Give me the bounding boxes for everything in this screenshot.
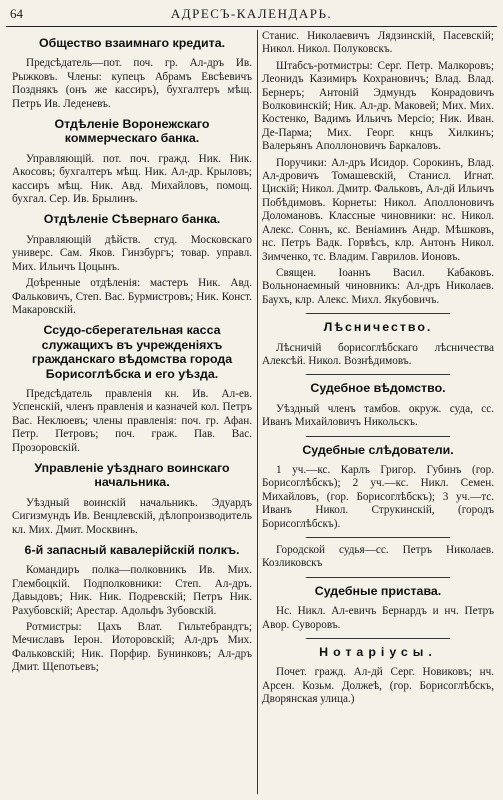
section-heading: 6-й запасный кавалерійскій полкъ.: [24, 543, 240, 557]
section-heading: Судебное вѣдомство.: [310, 381, 446, 396]
entry-paragraph: Уѣздный воинскій начальникъ. Эдуардъ Сигизмундъ Ив. Венцлевскій, дѣлопроизводитель кл. Мих. Дмит. Москвинъ.: [12, 496, 252, 536]
entry-paragraph: Управляющій дѣйств. студ. Московскаго универс. Сам. Яков. Гинзбургъ; товар. управл. Мих. Ильичъ Цоцынъ.: [12, 233, 252, 273]
section-heading: Ссудо-сберегательная касса служащихъ въ учрежденіяхъ гражданскаго вѣдомства города Борисоглѣбска и его уѣзда.: [31, 323, 233, 381]
entry-paragraph: Ротмистры: Цахъ Влат. Гильтебрандтъ; Мечиславъ Іерон. Иоторовскій; Ал-дръ Мих. Фальковскій; Ник. Порфир. Бунинковъ; Ал-дръ Дмит. Щепотьевъ;: [12, 621, 252, 674]
section-separator: [306, 436, 450, 437]
page-number: 64: [10, 6, 23, 21]
section-separator: [306, 638, 450, 639]
entry-paragraph: Почет. гражд. Ал-дй Серг. Новиковъ; нч. Арсен. Козьм. Должеѣ, (гор. Борисоглѣбскъ, Дворянская улица.): [262, 666, 494, 706]
section-heading: Управленіе уѣзднаго воинскаго начальника.: [34, 460, 230, 490]
section-heading: Лѣсничество.: [323, 320, 433, 335]
entry-paragraph: Предсѣдатель правленія кн. Ив. Ал-ев. Успенскій, членъ правленія и казначей кол. Петръ Вас. Неклюевъ; члены правленія: поч. гр. Афан. Петр. Петровъ; поч. граж. Пав. Вас. Прозоровскій.: [12, 387, 252, 454]
section-heading: Судебные пристава.: [314, 583, 442, 598]
right-column: [262, 30, 494, 796]
section-separator: [306, 537, 450, 538]
page-header: [6, 2, 497, 27]
running-title: АДРЕСЪ-КАЛЕНДАРЬ.: [170, 6, 333, 21]
entry-paragraph: 1 уч.—кс. Карлъ Григор. Губинъ (гор. Борисоглѣбскъ); 2 уч.—кс. Никл. Семен. Михайловъ, (гор. Борисоглѣбскъ); 3 уч.—тс. Иванъ Никол. Струкинскій, (городъ Борисоглѣбскъ).: [262, 463, 494, 530]
entry-paragraph: Станис. Николаевичъ Лядзинскій, Пасевскій; Никол. Никол. Полуковскъ.: [262, 30, 494, 56]
entry-paragraph: Нс. Никл. Ал-евичъ Бернардъ и нч. Петръ Авор. Суворовъ.: [262, 605, 494, 631]
left-column: [12, 30, 252, 796]
entry-paragraph: Священ. Іоаннъ Васил. Кабаковъ. Вольнонаемный чиновникъ: Ал-дръ Николаев. Баухъ, клр. Алекс. Михл. Якубовичъ.: [262, 266, 494, 306]
entry-paragraph: Командиръ полка—полковникъ Ив. Мих. Глембоцкій. Подполковники: Степ. Ал-дръ. Давыдовъ; Ник. Ник. Подревскій; Петръ Ник. Рахубовскій; Арестар. Адольфъ Зубовскій.: [12, 564, 252, 617]
section-heading: Нотаріусы.: [319, 645, 437, 660]
entry-paragraph: Уѣздный членъ тамбов. окруж. суда, сс. Иванъ Михайловичъ Никольскъ.: [262, 402, 494, 429]
entry-paragraph: Штабсъ-ротмистры: Серг. Петр. Малкоровъ; Леонидъ Казимиръ Кохрановичъ; Влад. Влад. Бернеръ; Антоній Эдмундъ Конрадовичъ Волковинскій; Ник. Ал-др. Маковей; Мих. Мих. Костенко, Вадимъ Ильичъ Мерсіо; Ник. Иван. Де-Парма; Мих. Георг. кнцъ Хилкинъ; Валерьянъ Аполлоновичъ Баркаловъ.: [262, 59, 494, 153]
section-heading: Судебные слѣдователи.: [302, 442, 454, 457]
section-heading: Отдѣленіе Воронежскаго коммерческаго банка.: [54, 117, 210, 146]
entry-paragraph: Городской судья—сс. Петръ Николаев. Козликовскъ: [262, 544, 494, 570]
entry-paragraph: Управляющій. пот. поч. гражд. Ник. Ник. Акосовъ; бухгалтеръ мѣщ. Ник. Ал-др. Крыловъ; кассиръ мѣщ. Ник. Авд. Михайловъ, помощ. бухгал. Сер. Ив. Брылинъ.: [12, 152, 252, 206]
entry-paragraph: Поручики: Ал-дръ Исидор. Сорокинъ, Влад. Ал-дровичъ Томашевскій, Станисл. Игнат. Цискій; Никол. Дмитр. Фальковъ, Ал-дй Ильичъ Побѣдимовъ. Корнеты: Никол. Аполлоновичъ Доломановъ. Классные чиновники: нс. Никол. Алекс. Соннъ, кс. Веніаминъ Андр. Мѣшковъ, нс. Петръ Вадк. Горвѣсъ, клр. Антонъ Никол. Зимченко, тс. Владим. Гаврилов. Ионовъ.: [262, 156, 494, 263]
section-separator: [306, 313, 450, 314]
section-heading: Общество взаимнаго кредита.: [38, 36, 226, 50]
section-heading: Отдѣленіе Сѣвернаго банка.: [43, 212, 221, 227]
section-separator: [306, 577, 450, 578]
column-divider: [257, 30, 258, 794]
entry-paragraph: Доѣренные отдѣленія: мастеръ Ник. Авд. Фальковичъ, Степ. Вас. Бурмистровъ; Ник. Конст. Макаровскій.: [12, 277, 252, 316]
entry-paragraph: Предсѣдатель—пот. поч. гр. Ал-дръ Ив. Рыжковъ. Члены: купецъ Абрамъ Евсѣевичъ Позднякъ (онъ же кассиръ), бухгалтеръ мѣщ. Петръ Ив. Леденевъ.: [12, 57, 252, 110]
section-separator: [306, 374, 450, 375]
entry-paragraph: Лѣсничій борисоглѣбскаго лѣсничества Алексѣй. Никол. Вознѣдимовъ.: [262, 341, 494, 367]
